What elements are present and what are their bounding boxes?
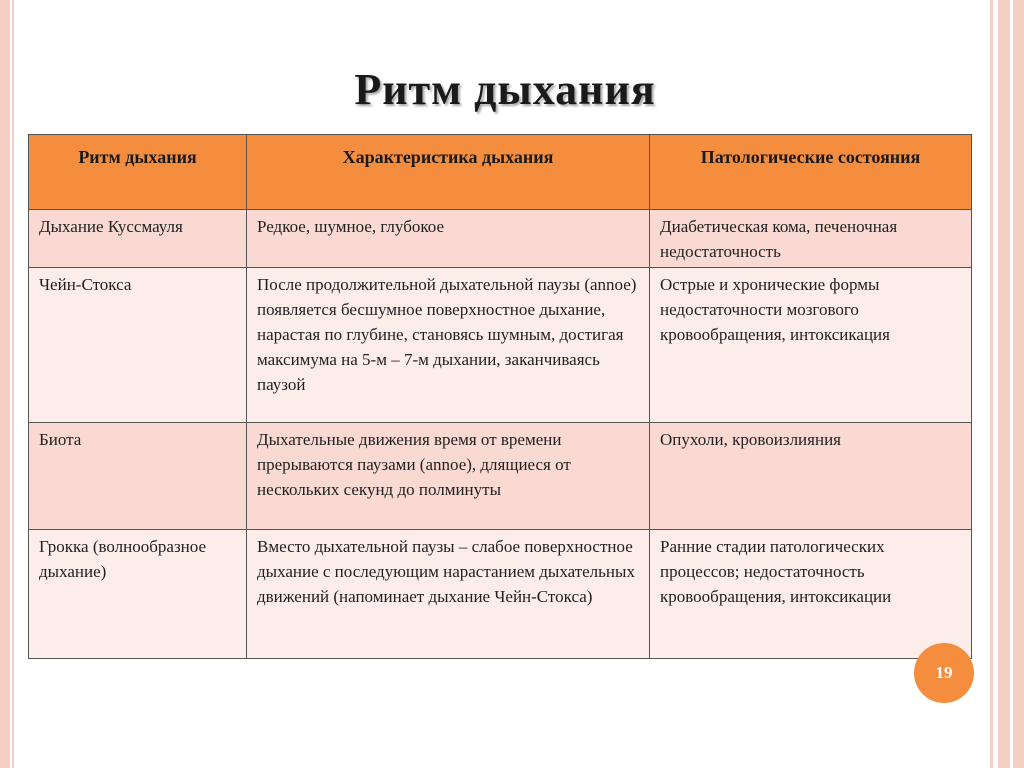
cell-rhythm-text: Биота (39, 430, 82, 449)
cell-characteristic-text: Вместо дыхательной паузы – слабое поверхностное дыхание с последующим нарастанием дыхательных движений (напоминает дыхание Чейн-Стокса) (257, 537, 635, 606)
left-frame-thin-stripe (12, 0, 14, 768)
cell-conditions (650, 423, 972, 530)
breathing-rhythm-table (28, 134, 972, 659)
cell-rhythm-text: Чейн-Стокса (39, 275, 132, 294)
cell-rhythm-text: Грокка (волнообразное дыхание) (39, 537, 207, 581)
cell-characteristic-text: Дыхательные движения время от времени прерываются паузами (аnnое), длящиеся от нескольких секунд до полминуты (257, 430, 571, 499)
cell-characteristic (247, 268, 650, 423)
cell-characteristic-text: После продолжительной дыхательной паузы (аnnое) появляется бесшумное поверхностное дыхание, нарастая по глубине, становясь шумным, достигая максимума на 5-м – 7-м дыхании, заканчиваясь паузой (257, 275, 637, 394)
slide-title: Ритм дыхания (354, 65, 656, 114)
cell-conditions: Диабетическая кома, печеночная недостаточность (650, 210, 972, 268)
left-frame-stripe (0, 0, 10, 768)
right-frame-stripes (984, 0, 1024, 768)
table-row (29, 530, 972, 659)
cell-conditions (650, 268, 972, 423)
table-row (29, 268, 972, 423)
cell-characteristic (247, 423, 650, 530)
page-number-badge: 19 (914, 643, 974, 703)
cell-conditions-text: Ранние стадии патологических процессов; недостаточность кровообращения, интоксикации (660, 537, 892, 606)
cell-rhythm (29, 530, 247, 659)
table-row (29, 423, 972, 530)
cell-rhythm (29, 423, 247, 530)
header-conditions: Патологические состояния (650, 135, 972, 210)
cell-rhythm: Дыхание Куссмауля (29, 210, 247, 268)
cell-conditions-text: Острые и хронические формы недостаточности мозгового кровообращения, интоксикация (660, 275, 890, 344)
cell-characteristic: Редкое, шумное, глубокое (247, 210, 650, 268)
cell-characteristic (247, 530, 650, 659)
table-header-row (29, 135, 972, 210)
header-characteristic: Характеристика дыхания (247, 135, 650, 210)
cell-conditions (650, 530, 972, 659)
table-row (29, 210, 972, 268)
cell-rhythm (29, 268, 247, 423)
header-rhythm: Ритм дыхания (29, 135, 247, 210)
cell-conditions-text: Опухоли, кровоизлияния (660, 430, 841, 449)
